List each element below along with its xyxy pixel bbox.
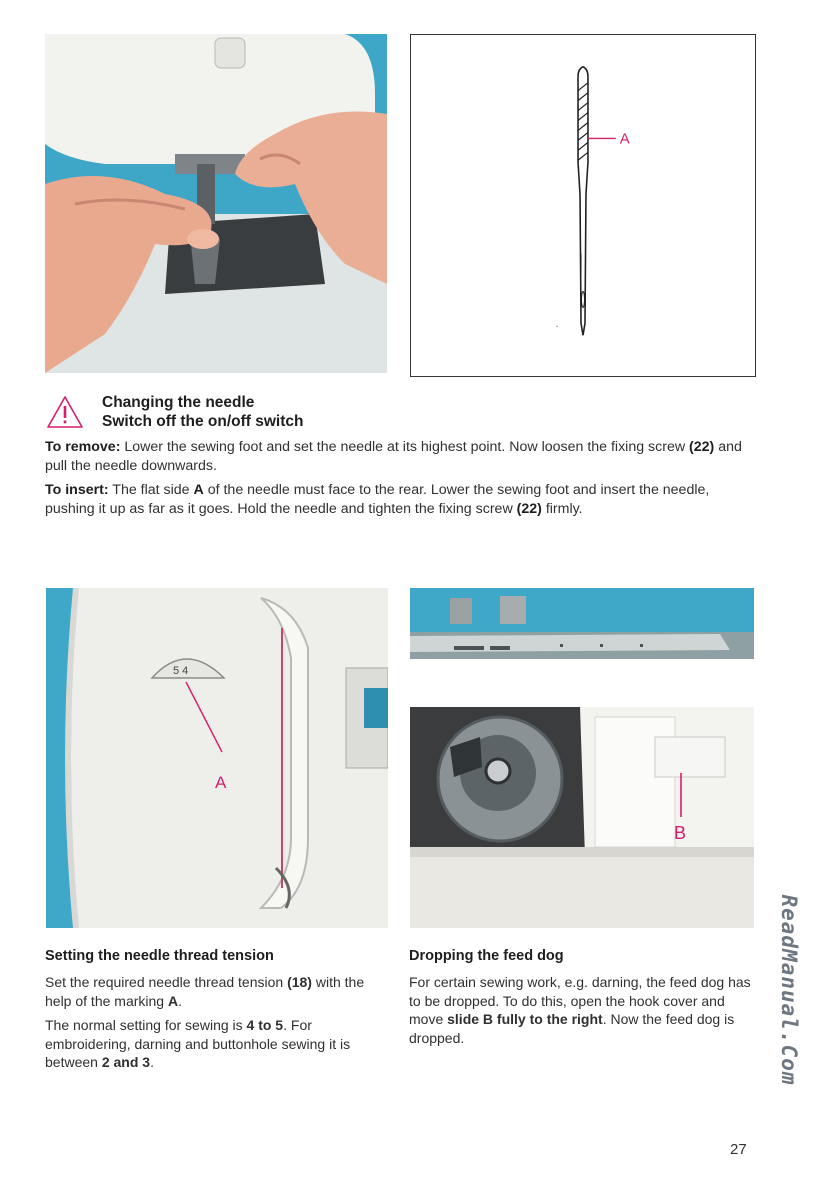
callout-a-label: A: [619, 131, 630, 148]
feed-slide-b-label: B: [674, 823, 687, 843]
warning-subtitle: Switch off the on/off switch: [102, 413, 304, 430]
tension-dial-numbers: 5 4: [173, 665, 189, 677]
feed-dog-slide-photo: [410, 707, 754, 928]
tension-paragraph-1: Set the required needle thread tension (18) with the help of the marking A.: [45, 974, 365, 1009]
tension-marking-a: A: [215, 773, 227, 792]
insert-label: To insert:: [45, 482, 109, 498]
warning-triangle-icon: [46, 395, 84, 429]
remove-label: To remove:: [45, 439, 121, 455]
page-number: 27: [730, 1141, 747, 1158]
needle-plate-photo: [410, 588, 754, 659]
remove-instructions: To remove: Lower the sewing foot and set the needle at its highest point. Now loosen the fixing screw (22) and pull the needle downwards.: [45, 439, 742, 474]
thread-tension-photo: [46, 588, 388, 928]
tension-paragraph-2: The normal setting for sewing is 4 to 5. For embroidering, darning and buttonhole sewing it is between 2 and 3.: [45, 1017, 351, 1070]
needle-diagram: [410, 34, 756, 377]
watermark: ReadManual.Com: [777, 894, 801, 1086]
feed-dog-heading: Dropping the feed dog: [409, 948, 564, 964]
needle-change-photo: [45, 34, 387, 373]
feed-dog-paragraph: For certain sewing work, e.g. darning, the feed dog has to be dropped. To do this, open the hook cover and move slide B fully to the right. Now the feed dog is dropped.: [409, 974, 751, 1046]
tension-heading: Setting the needle thread tension: [45, 948, 274, 964]
warning-title: Changing the needle: [102, 394, 255, 411]
insert-instructions: To insert: The flat side A of the needle must face to the rear. Lower the sewing foot and insert the needle, pushing it up as far as it goes. Hold the needle and tighten the fixing screw (22) firmly.: [45, 482, 710, 517]
